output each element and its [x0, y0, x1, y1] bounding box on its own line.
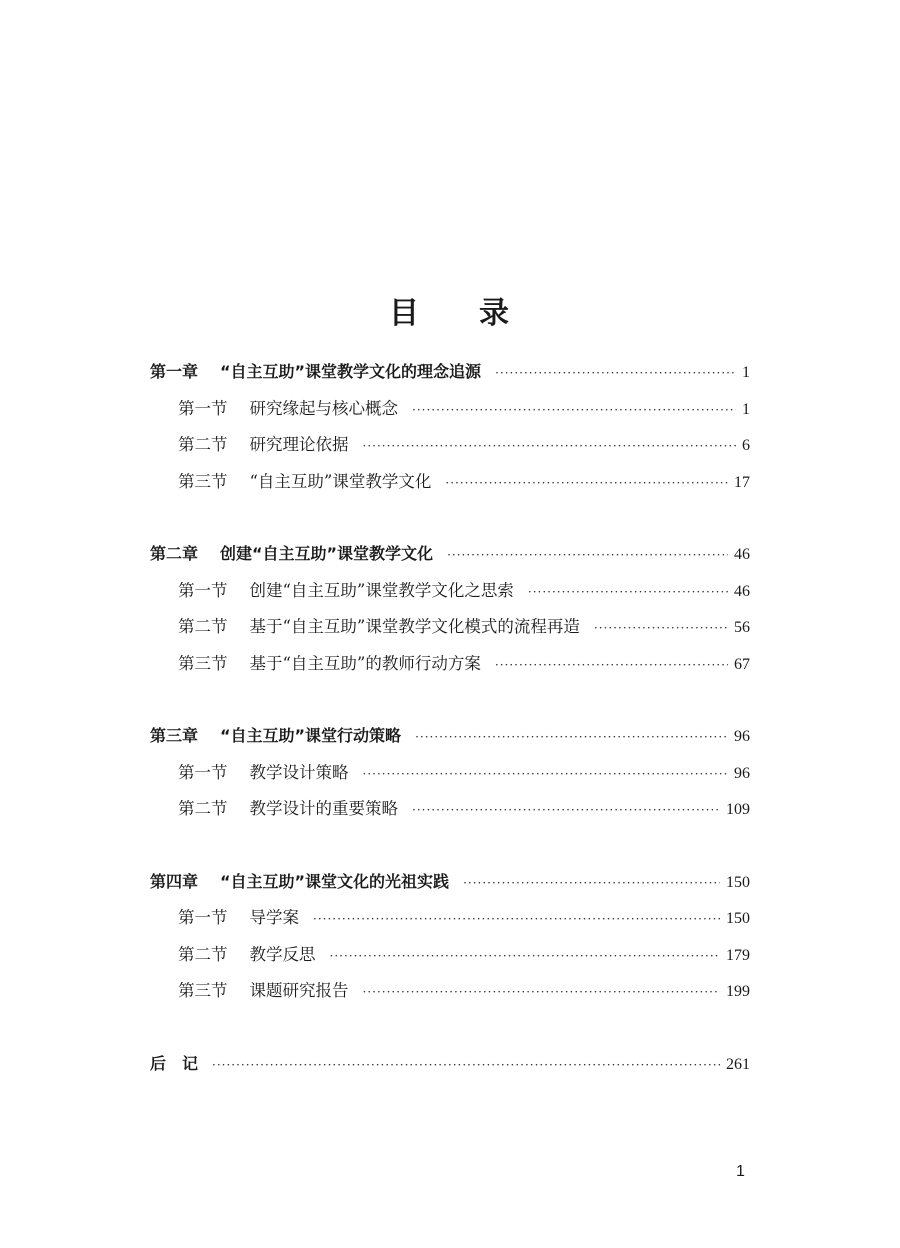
toc-entry-page: 150: [726, 910, 750, 927]
toc-entry-label: [178, 464, 431, 501]
toc-entry-title: “自主互助”课堂教学文化: [249, 471, 432, 491]
toc-entry-number: 第一节: [178, 580, 228, 600]
toc-entry-label: [150, 718, 401, 755]
toc-entry-label: [178, 973, 349, 1010]
toc-leader-dots: [463, 865, 720, 902]
toc-entry-title: 研究理论依据: [249, 435, 349, 454]
toc-leader-dots: [412, 792, 720, 829]
toc-entry-number: 第一节: [178, 762, 228, 782]
toc-entry-section[interactable]: [150, 391, 750, 428]
toc-entry-chapter[interactable]: [150, 864, 750, 901]
toc-entry-page: 46: [734, 582, 750, 600]
toc-entry-title: 创建“自主互助”课堂教学文化之思索: [249, 580, 514, 600]
toc-entry-label: [178, 791, 398, 828]
toc-entry-section[interactable]: [150, 646, 750, 683]
toc-leader-dots: [594, 610, 728, 647]
toc-entry-afterword[interactable]: [150, 1046, 750, 1083]
page-number: 1: [736, 1163, 745, 1180]
table-of-contents: [150, 354, 750, 1082]
toc-entry-section[interactable]: [150, 573, 750, 610]
toc-entry-page: 179: [726, 946, 750, 964]
toc-leader-dots: [445, 465, 728, 502]
toc-entry-title: “自主互助”课堂教学文化的理念追源: [220, 362, 482, 381]
toc-entry-number: 第二节: [178, 435, 228, 454]
toc-entry-chapter[interactable]: [150, 718, 750, 755]
toc-entry-number: 后 记: [150, 1053, 199, 1073]
toc-entry-page: 96: [734, 728, 750, 745]
title-char-1: 目: [389, 296, 421, 331]
toc-entry-chapter[interactable]: [150, 354, 750, 391]
toc-entry-title: 教学反思: [249, 944, 316, 964]
toc-leader-dots: [363, 974, 721, 1011]
toc-entry-title: 基于“自主互助”课堂教学文化模式的流程再造: [249, 617, 580, 636]
toc-entry-title: 导学案: [249, 908, 299, 927]
toc-entry-label: [150, 536, 433, 573]
toc-leader-dots: [363, 756, 729, 793]
toc-entry-section[interactable]: [150, 973, 750, 1010]
toc-leader-dots: [212, 1047, 720, 1084]
toc-entry-page: 17: [734, 473, 750, 491]
title-char-2: 录: [479, 296, 511, 331]
toc-leader-dots: [447, 537, 728, 574]
toc-entry-page: 1: [742, 400, 750, 418]
toc-entry-number: 第三节: [178, 981, 228, 1000]
page-title: [0, 288, 900, 332]
toc-entry-label: [150, 864, 449, 901]
toc-entry-title: 研究缘起与核心概念: [249, 398, 398, 418]
toc-entry-number: 第一节: [178, 398, 228, 418]
toc-entry-label: [178, 573, 514, 610]
toc-entry-section[interactable]: [150, 937, 750, 974]
toc-entry-label: [178, 937, 316, 974]
toc-entry-label: [178, 609, 580, 646]
toc-entry-title: 创建“自主互助”课堂教学文化: [220, 544, 434, 563]
toc-entry-section[interactable]: [150, 900, 750, 937]
toc-entry-title: 基于“自主互助”的教师行动方案: [249, 653, 481, 673]
toc-entry-page: 1: [742, 364, 750, 381]
toc-gap: [150, 682, 750, 718]
toc-leader-dots: [528, 574, 728, 611]
toc-entry-label: [178, 646, 481, 683]
toc-entry-section[interactable]: [150, 755, 750, 792]
toc-entry-page: 56: [734, 619, 750, 636]
toc-leader-dots: [495, 355, 736, 392]
toc-leader-dots: [363, 428, 737, 465]
toc-leader-dots: [330, 938, 721, 975]
toc-entry-label: [150, 1046, 198, 1083]
toc-entry-number: 第二节: [178, 799, 228, 818]
toc-entry-title: 教学设计的重要策略: [249, 799, 398, 818]
toc-entry-section[interactable]: [150, 464, 750, 501]
toc-entry-chapter[interactable]: [150, 536, 750, 573]
toc-entry-page: 67: [734, 655, 750, 673]
toc-entry-page: 261: [726, 1055, 750, 1073]
toc-entry-section[interactable]: [150, 791, 750, 828]
toc-entry-page: 96: [734, 764, 750, 782]
toc-entry-number: 第三章: [150, 726, 199, 745]
toc-entry-number: 第三节: [178, 653, 228, 673]
toc-entry-page: 150: [726, 873, 750, 891]
toc-entry-label: [150, 354, 481, 391]
toc-entry-label: [178, 900, 299, 937]
toc-entry-number: 第二节: [178, 617, 228, 636]
toc-leader-dots: [412, 392, 736, 429]
toc-entry-number: 第一节: [178, 908, 228, 927]
toc-entry-number: 第三节: [178, 471, 228, 491]
toc-gap: [150, 500, 750, 536]
toc-entry-title: “自主互助”课堂文化的光祖实践: [220, 871, 450, 891]
toc-entry-number: 第四章: [150, 871, 199, 891]
toc-entry-title: 教学设计策略: [249, 762, 349, 782]
toc-entry-page: 199: [726, 983, 750, 1000]
toc-entry-page: 6: [742, 437, 750, 454]
toc-leader-dots: [313, 901, 720, 938]
toc-entry-title: 课题研究报告: [249, 981, 349, 1000]
toc-gap: [150, 1010, 750, 1046]
toc-entry-page: 46: [734, 546, 750, 563]
toc-entry-label: [178, 755, 349, 792]
toc-entry-label: [178, 427, 349, 464]
toc-entry-section[interactable]: [150, 609, 750, 646]
toc-gap: [150, 828, 750, 864]
toc-entry-page: 109: [726, 801, 750, 818]
toc-entry-title: “自主互助”课堂行动策略: [220, 726, 402, 745]
toc-leader-dots: [415, 719, 728, 756]
toc-entry-number: 第二节: [178, 944, 228, 964]
toc-entry-number: 第一章: [150, 362, 199, 381]
toc-entry-label: [178, 391, 398, 428]
toc-leader-dots: [495, 647, 728, 684]
toc-entry-number: 第二章: [150, 544, 199, 563]
toc-entry-section[interactable]: [150, 427, 750, 464]
